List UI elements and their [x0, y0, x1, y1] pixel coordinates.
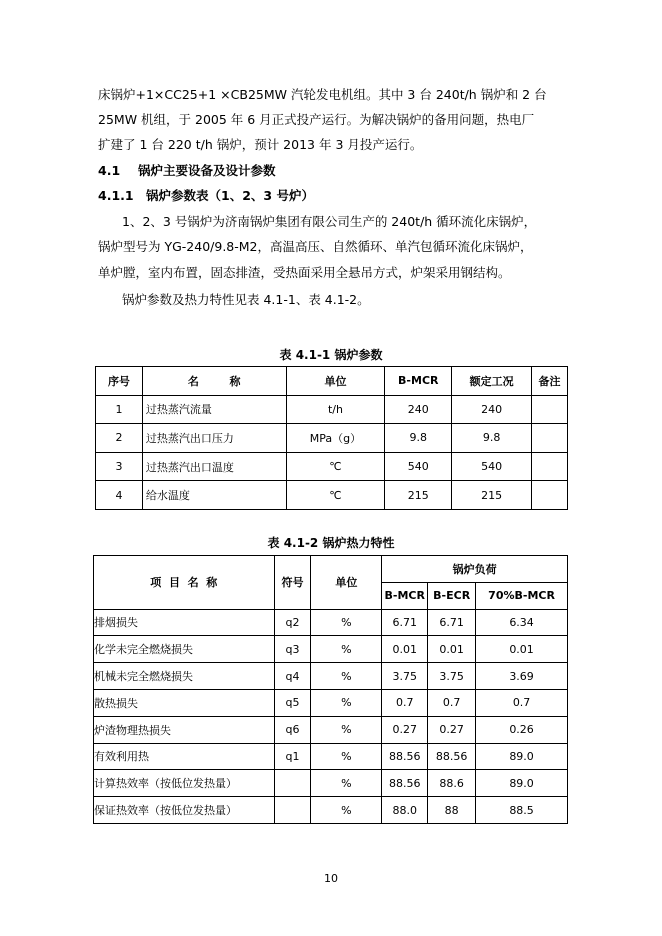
- cell-unit: %: [311, 609, 382, 636]
- table-row: [94, 797, 568, 824]
- cell-becr: 6.71: [428, 609, 476, 636]
- cell-symbol: q5: [274, 689, 311, 716]
- cell-rated: 215: [452, 481, 532, 510]
- cell-bmcr: 9.8: [385, 424, 452, 453]
- cell-item: 排烟损失: [94, 609, 275, 636]
- table2-caption: 表 4.1-2 锅炉热力特性: [267, 536, 395, 550]
- cell-becr: 0.7: [428, 689, 476, 716]
- cell-becr: 88.6: [428, 770, 476, 797]
- cell-bmcr: 0.01: [382, 636, 428, 663]
- table-row: [96, 452, 568, 481]
- cell-bmcr: 88.56: [382, 743, 428, 770]
- table-row: [94, 689, 568, 716]
- cell-item: 计算热效率（按低位发热量）: [94, 770, 275, 797]
- cell-bmcr: 88.56: [382, 770, 428, 797]
- cell-symbol: q6: [274, 716, 311, 743]
- cell-item: 散热损失: [94, 689, 275, 716]
- cell-unit: %: [311, 743, 382, 770]
- cell-70pct: 88.5: [476, 797, 568, 824]
- cell-unit: %: [311, 636, 382, 663]
- header-unit: 单位: [311, 556, 382, 610]
- cell-becr: 3.75: [428, 663, 476, 690]
- cell-70pct: 0.7: [476, 689, 568, 716]
- cell-seq: 3: [96, 452, 143, 481]
- cell-bmcr: 540: [385, 452, 452, 481]
- cell-70pct: 89.0: [476, 743, 568, 770]
- cell-rated: 240: [452, 395, 532, 424]
- cell-bmcr: 0.27: [382, 716, 428, 743]
- cell-seq: 1: [96, 395, 143, 424]
- cell-rated: 9.8: [452, 424, 532, 453]
- paragraph-line: 床锅炉+1×CC25+1 ×CB25MW 汽轮发电机组。其中 3 台 240t/h 锅炉和 2 台: [98, 87, 547, 102]
- page-number: 10: [324, 872, 338, 885]
- cell-name: 给水温度: [142, 481, 286, 510]
- header-remark: 备注: [532, 367, 568, 396]
- table-header-row: [94, 556, 568, 583]
- header-70pct: 70%B-MCR: [476, 582, 568, 609]
- body-line: 1、2、3 号锅炉为济南锅炉集团有限公司生产的 240t/h 循环流化床锅炉，: [122, 214, 537, 229]
- body-line: 锅炉型号为 YG-240/9.8-M2，高温高压、自然循环、单汽包循环流化床锅炉，: [98, 239, 533, 254]
- cell-symbol: q1: [274, 743, 311, 770]
- cell-bmcr: 3.75: [382, 663, 428, 690]
- cell-name: 过热蒸汽出口压力: [142, 424, 286, 453]
- cell-symbol: q4: [274, 663, 311, 690]
- table-row: [94, 636, 568, 663]
- cell-remark: [532, 481, 568, 510]
- boiler-parameters-table: [95, 366, 568, 510]
- cell-name: 过热蒸汽出口温度: [142, 452, 286, 481]
- cell-becr: 88.56: [428, 743, 476, 770]
- paragraph-line: 扩建了 1 台 220 t/h 锅炉，预计 2013 年 3 月投产运行。: [98, 137, 423, 152]
- cell-70pct: 0.26: [476, 716, 568, 743]
- section-heading: [98, 163, 276, 179]
- cell-symbol: q3: [274, 636, 311, 663]
- section-number: 4.1: [98, 163, 121, 178]
- cell-70pct: 3.69: [476, 663, 568, 690]
- cell-bmcr: 88.0: [382, 797, 428, 824]
- cell-item: 炉渣物理热损失: [94, 716, 275, 743]
- table-row: [96, 481, 568, 510]
- cell-rated: 540: [452, 452, 532, 481]
- cell-symbol: [274, 770, 311, 797]
- subsection-number: 4.1.1: [98, 188, 134, 203]
- cell-unit: ℃: [286, 481, 385, 510]
- cell-seq: 4: [96, 481, 143, 510]
- table-row: [94, 663, 568, 690]
- section-title: 锅炉主要设备及设计参数: [138, 163, 276, 178]
- cell-unit: %: [311, 797, 382, 824]
- header-unit: 单位: [286, 367, 385, 396]
- cell-remark: [532, 452, 568, 481]
- cell-item: 保证热效率（按低位发热量）: [94, 797, 275, 824]
- header-name: 名 称: [142, 367, 286, 396]
- header-symbol: 符号: [274, 556, 311, 610]
- cell-name: 过热蒸汽流量: [142, 395, 286, 424]
- cell-unit: MPa（g）: [286, 424, 385, 453]
- cell-seq: 2: [96, 424, 143, 453]
- cell-bmcr: 240: [385, 395, 452, 424]
- subsection-heading: [98, 188, 314, 204]
- cell-unit: %: [311, 663, 382, 690]
- table-header-row: [96, 367, 568, 396]
- subsection-title: 锅炉参数表（1、2、3 号炉）: [146, 188, 314, 203]
- table-row: [94, 770, 568, 797]
- cell-unit: t/h: [286, 395, 385, 424]
- cell-unit: %: [311, 770, 382, 797]
- boiler-thermal-table: [93, 555, 568, 824]
- header-bmcr: B-MCR: [385, 367, 452, 396]
- header-seq: 序号: [96, 367, 143, 396]
- cell-symbol: [274, 797, 311, 824]
- cell-70pct: 89.0: [476, 770, 568, 797]
- cell-bmcr: 0.7: [382, 689, 428, 716]
- cell-bmcr: 215: [385, 481, 452, 510]
- header-becr: B-ECR: [428, 582, 476, 609]
- table1-caption: 表 4.1-1 锅炉参数: [279, 348, 383, 362]
- cell-becr: 0.27: [428, 716, 476, 743]
- header-bmcr: B-MCR: [382, 582, 428, 609]
- body-line: 锅炉参数及热力特性见表 4.1-1、表 4.1-2。: [122, 292, 370, 307]
- cell-symbol: q2: [274, 609, 311, 636]
- cell-70pct: 0.01: [476, 636, 568, 663]
- cell-item: 机械未完全燃烧损失: [94, 663, 275, 690]
- cell-item: 化学未完全燃烧损失: [94, 636, 275, 663]
- table-row: [96, 395, 568, 424]
- paragraph-line: 25MW 机组，于 2005 年 6 月正式投产运行。为解决锅炉的备用问题，热电厂: [98, 112, 535, 127]
- table-row: [94, 743, 568, 770]
- table-row: [96, 424, 568, 453]
- cell-becr: 0.01: [428, 636, 476, 663]
- cell-remark: [532, 424, 568, 453]
- header-load: 锅炉负荷: [382, 556, 568, 583]
- cell-unit: ℃: [286, 452, 385, 481]
- cell-70pct: 6.34: [476, 609, 568, 636]
- header-rated: 额定工况: [452, 367, 532, 396]
- cell-becr: 88: [428, 797, 476, 824]
- cell-bmcr: 6.71: [382, 609, 428, 636]
- table-row: [94, 716, 568, 743]
- cell-item: 有效利用热: [94, 743, 275, 770]
- body-line: 单炉膛，室内布置，固态排渣，受热面采用全悬吊方式，炉架采用钢结构。: [98, 265, 511, 280]
- table-row: [94, 609, 568, 636]
- cell-unit: %: [311, 689, 382, 716]
- header-item: 项 目 名 称: [94, 556, 275, 610]
- cell-unit: %: [311, 716, 382, 743]
- cell-remark: [532, 395, 568, 424]
